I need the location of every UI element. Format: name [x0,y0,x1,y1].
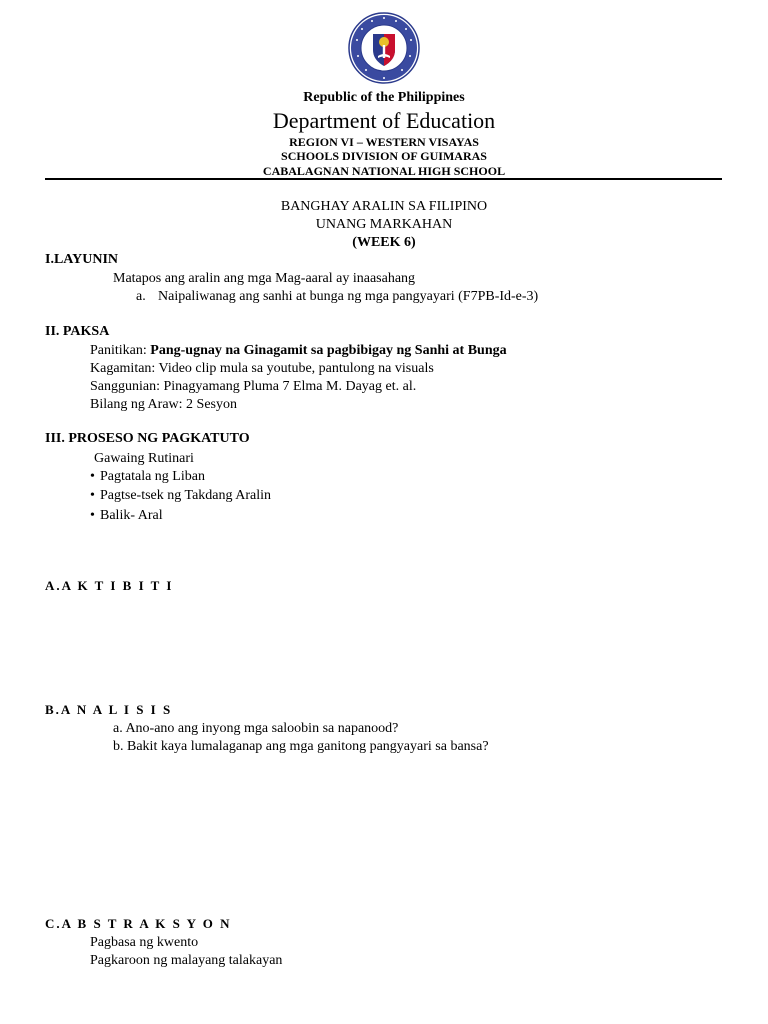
panitikan-label: Panitikan: [90,343,151,358]
layunin-item-marker: a. [136,289,146,304]
bullet-icon: • [90,469,95,484]
bilang-line: Bilang ng Araw: 2 Sesyon [90,397,237,412]
sanggunian-line: Sanggunian: Pinagyamang Pluma 7 Elma M. Dayag et. al. [90,379,417,394]
republic-text: Republic of the Philippines [303,90,465,105]
gawain-label: Gawaing Rutinari [94,451,194,466]
analisis-question-a: a. Ano-ano ang inyong mga saloobin sa napanood? [113,721,399,736]
bullet-icon: • [90,508,95,523]
list-item [90,507,163,525]
aktibiti-heading: A.A K T I B I T I [45,578,174,593]
plan-title: BANGHAY ARALIN SA FILIPINO [280,199,488,214]
header-divider [45,178,722,180]
kagamitan-line: Kagamitan: Video clip mula sa youtube, pantulong na visuals [90,361,434,376]
deped-seal-logo [348,12,420,84]
region-text: REGION VI – WESTERN VISAYAS [289,135,479,149]
panitikan-value: Pang-ugnay na Ginagamit sa pagbibigay ng Sanhi at Bunga [150,343,507,358]
quarter-title: UNANG MARKAHAN [315,217,453,232]
school-text: CABALAGNAN NATIONAL HIGH SCHOOL [262,164,506,178]
layunin-intro: Matapos ang aralin ang mga Mag-aaral ay inaasahang [113,271,416,286]
panitikan-line [90,342,507,360]
bullet-icon: • [90,488,95,503]
analisis-heading: B.A N A L I S I S [45,702,173,717]
layunin-heading: I.LAYUNIN [45,252,119,267]
abstraksyon-line-1: Pagbasa ng kwento [90,935,199,950]
proseso-heading: III. PROSESO NG PAGKATUTO [45,431,250,446]
week-title: (WEEK 6) [352,235,416,250]
abstraksyon-heading: C.A B S T R A K S Y O N [45,916,232,931]
list-item [90,487,271,505]
division-text: SCHOOLS DIVISION OF GUIMARAS [281,149,487,163]
list-item-text: Balik- Aral [100,508,163,523]
list-item [90,468,205,486]
layunin-item: Naipaliwanag ang sanhi at bunga ng mga pangyayari (F7PB-Id-e-3) [158,289,539,304]
analisis-question-b: b. Bakit kaya lumalaganap ang mga ganitong pangyayari sa bansa? [113,739,489,754]
list-item-text: Pagtse-tsek ng Takdang Aralin [100,488,272,503]
abstraksyon-line-2: Pagkaroon ng malayang talakayan [90,953,283,968]
list-item-text: Pagtatala ng Liban [100,469,205,484]
department-title: Department of Education [272,108,496,133]
paksa-heading: II. PAKSA [45,324,110,339]
